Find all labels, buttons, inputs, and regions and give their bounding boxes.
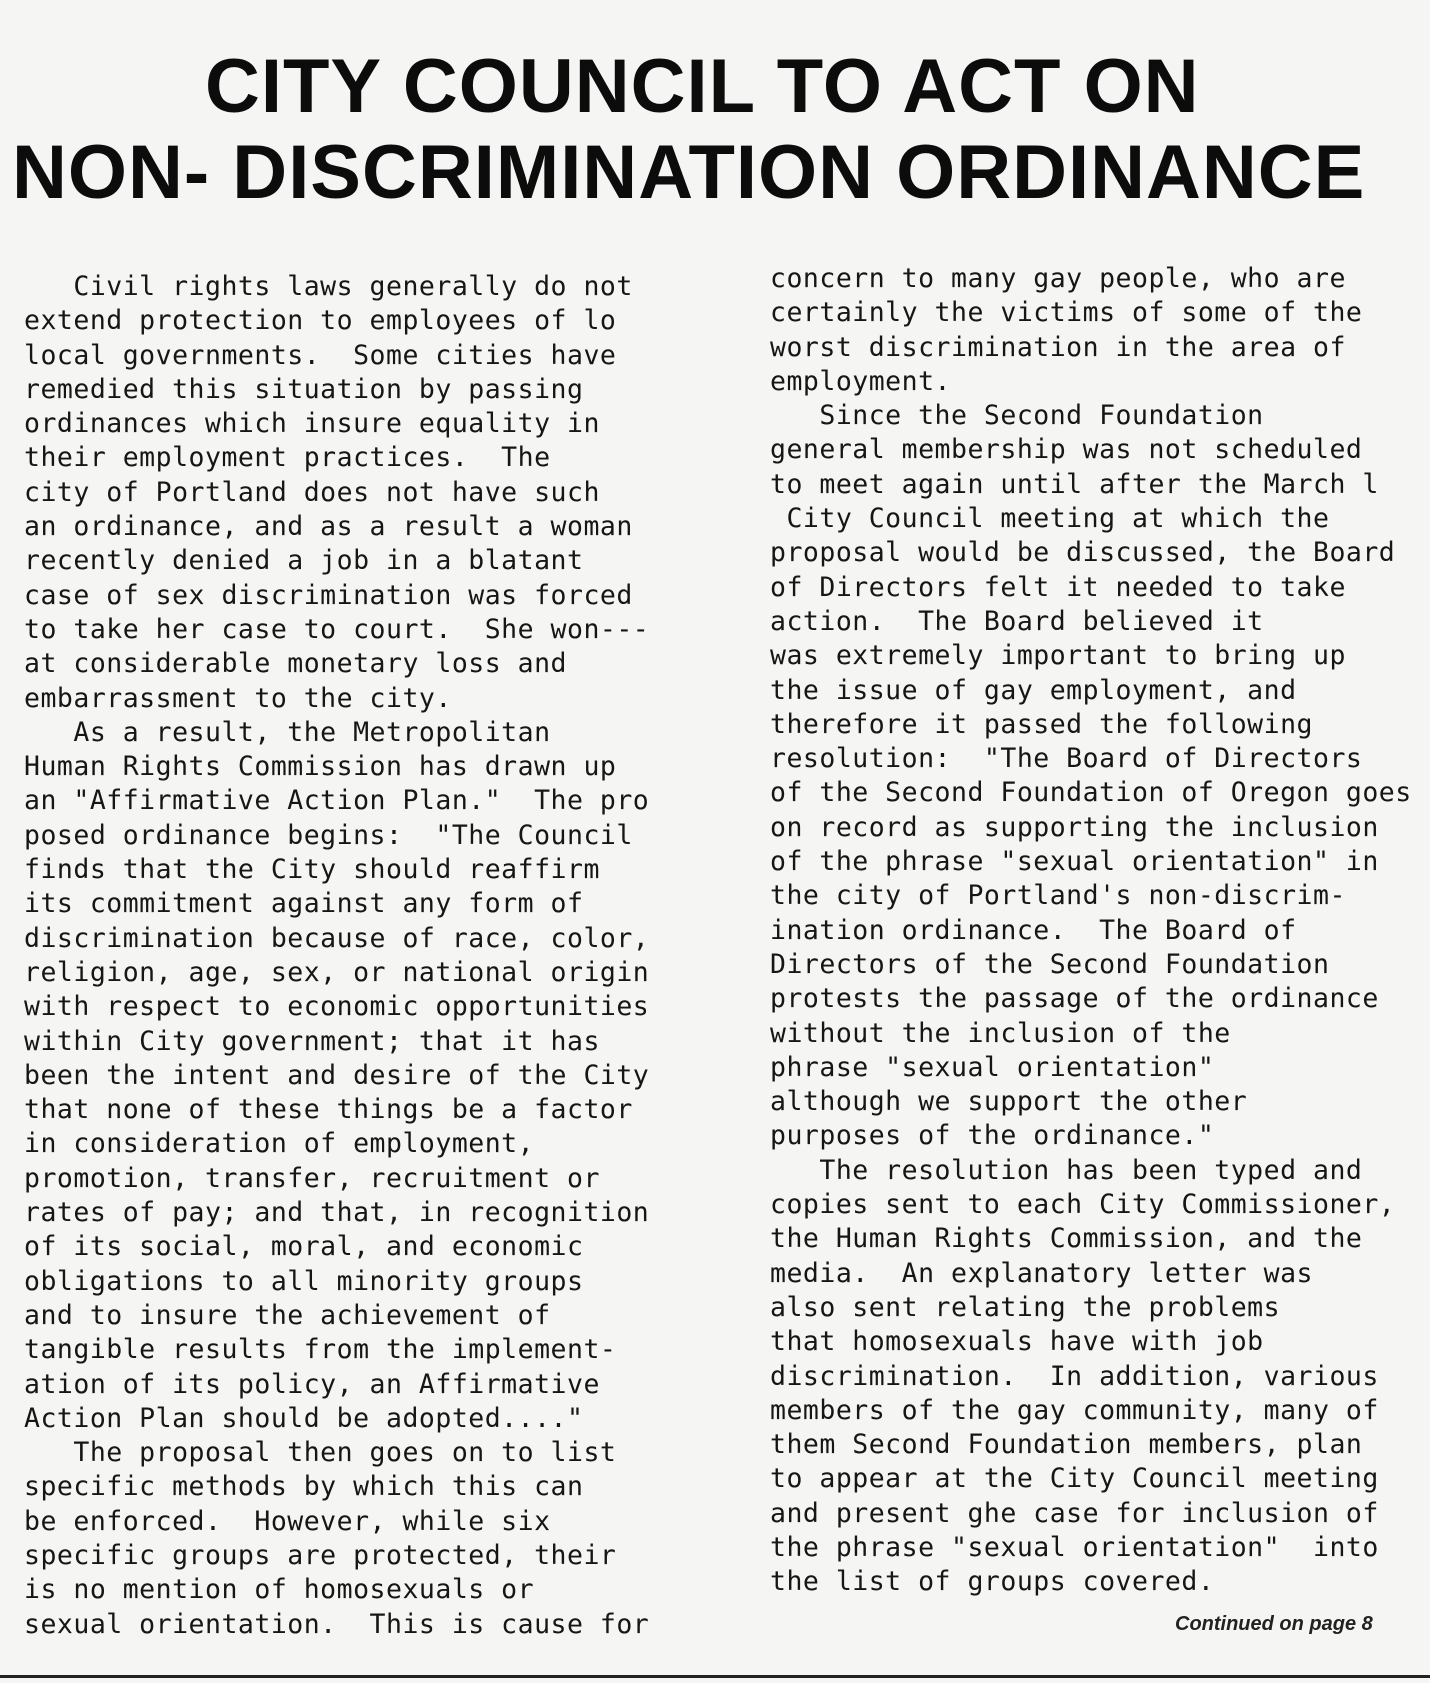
article-line: obligations to all minority groups	[24, 1265, 584, 1297]
article-line: to appear at the City Council meeting	[770, 1463, 1379, 1495]
article-line: its commitment against any form of	[24, 888, 584, 920]
article-line: recently denied a job in a blatant	[24, 545, 584, 577]
article-line: general membership was not scheduled	[770, 434, 1363, 466]
article-line: therefore it passed the following	[770, 708, 1313, 740]
article-line: As a result, the Metropolitan	[24, 716, 551, 748]
article-line: worst discrimination in the area of	[770, 331, 1346, 363]
article-line: the city of Portland's non-discrim-	[770, 880, 1346, 912]
article-line: The resolution has been typed and	[770, 1154, 1363, 1186]
article-column-right	[770, 262, 1430, 1600]
article-line: is no mention of homosexuals or	[24, 1574, 535, 1606]
article-line: City Council meeting at which the	[770, 503, 1330, 535]
article-line: ordinances which insure equality in	[24, 408, 600, 440]
article-line: tangible results from the implement-	[24, 1334, 617, 1366]
article-line: the issue of gay employment, and	[770, 674, 1297, 706]
article-line: posed ordinance begins: "The Council	[24, 819, 633, 851]
article-line: Human Rights Commission has drawn up	[24, 751, 617, 783]
article-line: also sent relating the problems	[770, 1291, 1281, 1323]
article-line: discrimination. In addition, various	[770, 1360, 1379, 1392]
article-line: concern to many gay people, who are	[770, 263, 1346, 294]
article-line: Civil rights laws generally do not	[24, 271, 633, 302]
article-line: purposes of the ordinance."	[770, 1120, 1215, 1152]
article-line: certainly the victims of some of the	[770, 297, 1363, 329]
article-line: of its social, moral, and economic	[24, 1231, 584, 1263]
article-line: The proposal then goes on to list	[24, 1437, 617, 1469]
headline-line-1: CITY COUNCIL TO ACT ON	[205, 44, 1200, 129]
article-line: phrase "sexual orientation"	[770, 1051, 1215, 1083]
article-line: been the intent and desire of the City	[24, 1059, 650, 1091]
article-line: be enforced. However, while six	[24, 1505, 551, 1537]
article-line: copies sent to each City Commissioner,	[770, 1189, 1396, 1221]
article-line: employment.	[770, 365, 951, 397]
article-line: them Second Foundation members, plan	[770, 1429, 1363, 1461]
article-line: on record as supporting the inclusion	[770, 811, 1379, 843]
article-line: Since the Second Foundation	[770, 400, 1264, 432]
continued-note: Continued on page 8	[1175, 1613, 1373, 1635]
article-line: rates of pay; and that, in recognition	[24, 1197, 650, 1229]
article-line: embarrassment to the city.	[24, 682, 452, 714]
article-line: extend protection to employees of lo	[24, 305, 617, 337]
article-line: Directors of the Second Foundation	[770, 948, 1330, 980]
headline-line-2: NON- DISCRIMINATION ORDINANCE	[12, 130, 1366, 215]
article-line: proposal would be discussed, the Board	[770, 537, 1396, 569]
article-line: within City government; that it has	[24, 1025, 600, 1057]
article-line: although we support the other	[770, 1086, 1248, 1118]
bottom-rule	[0, 1675, 1430, 1678]
article-line: of the Second Foundation of Oregon goes	[770, 777, 1412, 809]
article-line: that none of these things be a factor	[24, 1094, 633, 1126]
article-line: an "Affirmative Action Plan." The pro	[24, 785, 650, 817]
article-line: action. The Board believed it	[770, 605, 1264, 637]
article-line: was extremely important to bring up	[770, 640, 1346, 672]
article-line: media. An explanatory letter was	[770, 1257, 1313, 1289]
article-line: without the inclusion of the	[770, 1017, 1231, 1049]
article-line: promotion, transfer, recruitment or	[24, 1162, 600, 1194]
article-line: specific groups are protected, their	[24, 1539, 617, 1571]
article-line: ation of its policy, an Affirmative	[24, 1368, 600, 1400]
article-line: of the phrase "sexual orientation" in	[770, 846, 1379, 878]
article-line: the phrase "sexual orientation" into	[770, 1531, 1379, 1563]
article-line: to take her case to court. She won---	[24, 613, 650, 645]
article-line: that homosexuals have with job	[770, 1326, 1264, 1358]
article-line: Action Plan should be adopted...."	[24, 1402, 584, 1434]
article-line: and to insure the achievement of	[24, 1299, 551, 1331]
article-line: and present ghe case for inclusion of	[770, 1497, 1379, 1529]
article-line: resolution: "The Board of Directors	[770, 743, 1363, 775]
article-line: remedied this situation by passing	[24, 373, 584, 405]
article-line: with respect to economic opportunities	[24, 991, 650, 1023]
article-line: at considerable monetary loss and	[24, 648, 567, 680]
article-line: religion, age, sex, or national origin	[24, 956, 650, 988]
article-line: ination ordinance. The Board of	[770, 914, 1297, 946]
article-line: members of the gay community, many of	[770, 1394, 1379, 1426]
article-line: their employment practices. The	[24, 442, 551, 474]
article-line: specific methods by which this can	[24, 1471, 584, 1503]
article-line: finds that the City should reaffirm	[24, 854, 600, 886]
article-line: local governments. Some cities have	[24, 339, 617, 371]
article-line: sexual orientation. This is cause for	[24, 1608, 650, 1640]
article-line: in consideration of employment,	[24, 1128, 535, 1160]
article-column-left	[24, 270, 684, 1642]
article-line: protests the passage of the ordinance	[770, 983, 1379, 1015]
article-line: city of Portland does not have such	[24, 476, 600, 508]
article-line: of Directors felt it needed to take	[770, 571, 1346, 603]
article-line: case of sex discrimination was forced	[24, 579, 633, 611]
article-line: discrimination because of race, color,	[24, 922, 650, 954]
article-line: an ordinance, and as a result a woman	[24, 511, 633, 543]
article-line: the list of groups covered.	[770, 1566, 1215, 1598]
article-line: to meet again until after the March l	[770, 468, 1379, 500]
article-line: the Human Rights Commission, and the	[770, 1223, 1363, 1255]
